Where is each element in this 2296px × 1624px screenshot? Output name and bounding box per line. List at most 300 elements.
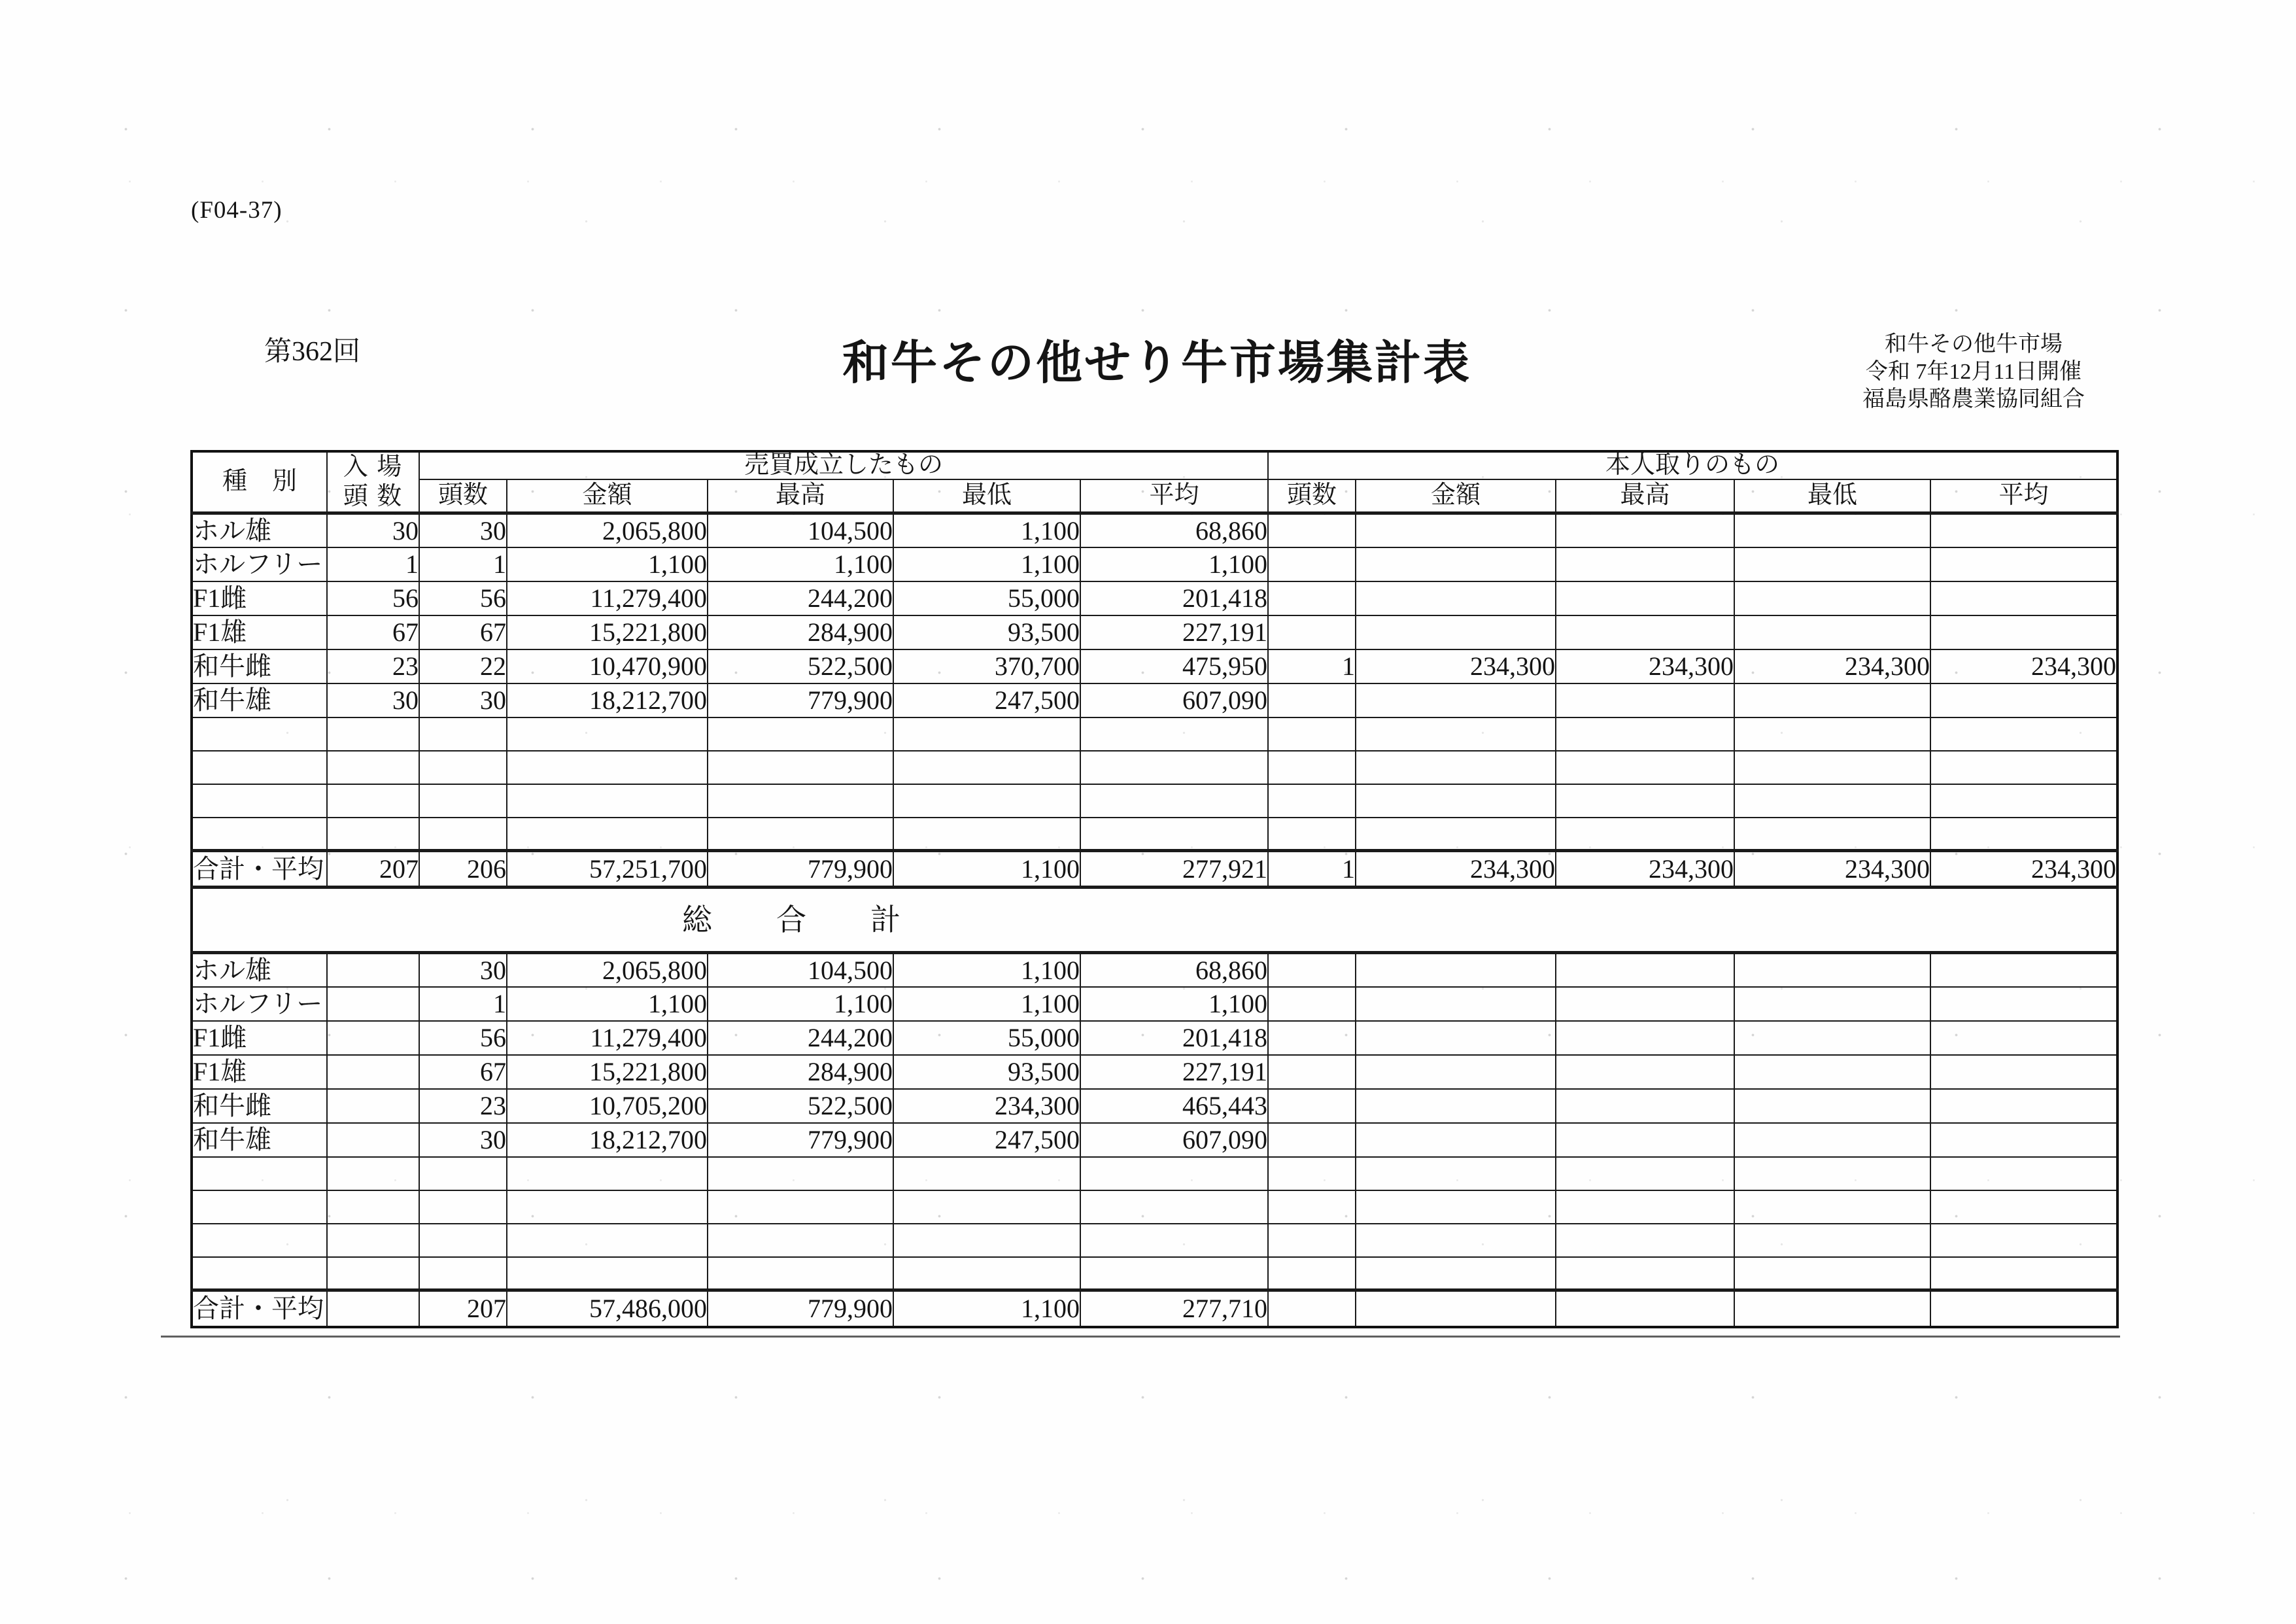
cell-self-max [1556, 1089, 1734, 1123]
cell-self-max [1556, 547, 1734, 581]
cell-self-amount [1356, 1157, 1556, 1190]
cell-self-max [1556, 1123, 1734, 1157]
cell-sold-min: 1,100 [893, 1290, 1080, 1327]
form-code: (F04-37) [191, 197, 283, 224]
cell-sold-min: 55,000 [893, 581, 1080, 615]
group-header-row [192, 451, 2117, 479]
cell-self-avg [1930, 1257, 2117, 1290]
cell-entry-count: 30 [327, 513, 419, 547]
cell-self-avg [1930, 1021, 2117, 1055]
cell-sold-max: 104,500 [708, 953, 893, 987]
cell-sold-min: 1,100 [893, 953, 1080, 987]
cell-self-count [1268, 1257, 1356, 1290]
cell-sold-max: 284,900 [708, 1055, 893, 1089]
cell-breed [192, 1190, 327, 1224]
grand-total-header-row [192, 888, 2117, 953]
cell-self-avg [1930, 784, 2117, 818]
cell-entry-count [327, 1224, 419, 1257]
cell-self-max [1556, 1157, 1734, 1190]
cell-sold-max [708, 751, 893, 784]
cell-self-min: 234,300 [1734, 851, 1930, 888]
section1-data-row [192, 581, 2117, 615]
cell-self-amount [1356, 1055, 1556, 1089]
cell-self-count [1268, 717, 1356, 751]
cell-sold-min: 55,000 [893, 1021, 1080, 1055]
cell-self-amount [1356, 717, 1556, 751]
cell-sold-count: 56 [419, 581, 507, 615]
cell-entry-count [327, 818, 419, 851]
cell-entry-count: 1 [327, 547, 419, 581]
section1-data-row [192, 513, 2117, 547]
col-header-sold-amount: 金額 [507, 479, 708, 513]
cell-breed: 和牛雌 [192, 1089, 327, 1123]
col-header-self-count: 頭数 [1268, 479, 1356, 513]
cell-sold-avg [1080, 818, 1268, 851]
cell-sold-avg: 201,418 [1080, 1021, 1268, 1055]
cell-sold-avg: 227,191 [1080, 1055, 1268, 1089]
cell-sold-avg [1080, 717, 1268, 751]
cell-entry-count: 23 [327, 649, 419, 683]
cell-self-count [1268, 1123, 1356, 1157]
cell-sold-amount [507, 784, 708, 818]
cell-sold-max [708, 1257, 893, 1290]
cell-entry-count [327, 1123, 419, 1157]
cell-self-avg [1930, 1055, 2117, 1089]
cell-self-min [1734, 581, 1930, 615]
cell-sold-count: 22 [419, 649, 507, 683]
cell-self-min [1734, 953, 1930, 987]
cell-sold-avg [1080, 1157, 1268, 1190]
sub-header-row [192, 479, 2117, 513]
cell-self-avg: 234,300 [1930, 649, 2117, 683]
cell-self-min [1734, 1089, 1930, 1123]
cell-breed: 和牛雌 [192, 649, 327, 683]
cell-sold-min: 234,300 [893, 1089, 1080, 1123]
cell-sold-count [419, 1157, 507, 1190]
cell-entry-count [327, 751, 419, 784]
col-header-sold-avg: 平均 [1080, 479, 1268, 513]
cell-self-avg [1930, 1224, 2117, 1257]
cell-entry-count: 56 [327, 581, 419, 615]
empty-row [192, 1224, 2117, 1257]
cell-sold-amount: 18,212,700 [507, 1123, 708, 1157]
market-name: 和牛その他牛市場 [1885, 332, 2063, 356]
empty-row [192, 1257, 2117, 1290]
cell-sold-max: 522,500 [708, 1089, 893, 1123]
cell-self-avg [1930, 513, 2117, 547]
cell-breed: F1雌 [192, 1021, 327, 1055]
cell-sold-max: 779,900 [708, 851, 893, 888]
section1-total-row [192, 851, 2117, 888]
cell-self-count [1268, 1190, 1356, 1224]
cell-sold-count: 23 [419, 1089, 507, 1123]
empty-row [192, 818, 2117, 851]
section2-data-row [192, 1089, 2117, 1123]
cell-self-max [1556, 717, 1734, 751]
cell-self-amount [1356, 1089, 1556, 1123]
cell-sold-amount [507, 1190, 708, 1224]
cell-sold-amount: 15,221,800 [507, 1055, 708, 1089]
cell-sold-count: 67 [419, 1055, 507, 1089]
cell-sold-min [893, 1190, 1080, 1224]
cell-sold-avg [1080, 751, 1268, 784]
cell-self-max [1556, 987, 1734, 1021]
cell-self-max [1556, 1190, 1734, 1224]
cell-sold-amount: 10,470,900 [507, 649, 708, 683]
cell-entry-count [327, 1089, 419, 1123]
cell-breed: 合計・平均 [192, 851, 327, 888]
cell-sold-avg: 607,090 [1080, 683, 1268, 717]
cell-breed [192, 1257, 327, 1290]
cell-sold-count: 206 [419, 851, 507, 888]
cell-self-max [1556, 953, 1734, 987]
grand-total-label: 総 合 計 [682, 903, 917, 937]
cell-self-min [1734, 615, 1930, 649]
cell-self-max [1556, 1055, 1734, 1089]
cell-self-count [1268, 513, 1356, 547]
cell-breed: 和牛雄 [192, 1123, 327, 1157]
cell-self-min [1734, 717, 1930, 751]
section2-data-row [192, 1055, 2117, 1089]
cell-breed: ホル雄 [192, 953, 327, 987]
cell-sold-max: 104,500 [708, 513, 893, 547]
cell-self-count [1268, 1055, 1356, 1089]
cell-entry-count: 67 [327, 615, 419, 649]
cell-self-min [1734, 1224, 1930, 1257]
entry-count-line1: 入 場 [343, 453, 403, 481]
cell-self-amount [1356, 683, 1556, 717]
cell-entry-count [327, 1190, 419, 1224]
cell-self-count [1268, 1224, 1356, 1257]
cell-sold-amount [507, 1224, 708, 1257]
cell-sold-max: 1,100 [708, 987, 893, 1021]
col-header-self-min: 最低 [1734, 479, 1930, 513]
cell-sold-amount: 2,065,800 [507, 513, 708, 547]
cell-sold-amount: 18,212,700 [507, 683, 708, 717]
cell-self-count [1268, 784, 1356, 818]
cell-self-count [1268, 683, 1356, 717]
cell-self-amount [1356, 1190, 1556, 1224]
cell-self-max [1556, 1224, 1734, 1257]
cell-self-amount [1356, 1290, 1556, 1327]
cell-entry-count [327, 784, 419, 818]
cell-sold-amount: 1,100 [507, 987, 708, 1021]
cell-self-amount [1356, 547, 1556, 581]
cell-sold-min [893, 717, 1080, 751]
cell-sold-count: 30 [419, 1123, 507, 1157]
cell-sold-amount: 11,279,400 [507, 581, 708, 615]
cell-sold-count [419, 717, 507, 751]
cell-sold-min [893, 1257, 1080, 1290]
cell-self-avg [1930, 1190, 2117, 1224]
cell-sold-amount [507, 1257, 708, 1290]
cell-self-avg [1930, 1089, 2117, 1123]
empty-row [192, 751, 2117, 784]
cell-breed: ホルフリー [192, 547, 327, 581]
section1-data-row [192, 547, 2117, 581]
cell-breed [192, 818, 327, 851]
cell-sold-count: 1 [419, 987, 507, 1021]
auction-summary-table [190, 450, 2119, 1328]
cell-sold-min [893, 784, 1080, 818]
cell-sold-max [708, 818, 893, 851]
cell-self-count [1268, 987, 1356, 1021]
col-header-self-amount: 金額 [1356, 479, 1556, 513]
cell-self-min [1734, 1290, 1930, 1327]
cell-self-avg [1930, 717, 2117, 751]
cell-sold-count [419, 818, 507, 851]
organization-name: 福島県酪農業協同組合 [1862, 387, 2085, 411]
cell-self-avg [1930, 547, 2117, 581]
cell-sold-max: 284,900 [708, 615, 893, 649]
cell-self-max [1556, 1290, 1734, 1327]
cell-self-min [1734, 751, 1930, 784]
cell-self-avg [1930, 953, 2117, 987]
section2-data-row [192, 987, 2117, 1021]
cell-sold-amount: 11,279,400 [507, 1021, 708, 1055]
cell-self-min [1734, 547, 1930, 581]
cell-breed: ホル雄 [192, 513, 327, 547]
cell-sold-count: 1 [419, 547, 507, 581]
cell-self-avg [1930, 615, 2117, 649]
cell-sold-avg [1080, 1257, 1268, 1290]
cell-sold-min [893, 818, 1080, 851]
cell-self-avg [1930, 1157, 2117, 1190]
group-header-self-purchase: 本人取りのもの [1268, 451, 2117, 479]
cell-self-min [1734, 1021, 1930, 1055]
session-number: 第362回 [264, 337, 361, 367]
cell-sold-avg: 227,191 [1080, 615, 1268, 649]
cell-sold-max [708, 1190, 893, 1224]
cell-self-amount [1356, 784, 1556, 818]
cell-sold-max: 522,500 [708, 649, 893, 683]
cell-self-min [1734, 784, 1930, 818]
cell-self-max [1556, 513, 1734, 547]
cell-self-count: 1 [1268, 649, 1356, 683]
cell-sold-amount: 15,221,800 [507, 615, 708, 649]
cell-self-avg [1930, 683, 2117, 717]
cell-sold-avg: 277,921 [1080, 851, 1268, 888]
cell-self-count [1268, 953, 1356, 987]
cell-entry-count [327, 1257, 419, 1290]
cell-self-avg [1930, 818, 2117, 851]
cell-breed: F1雌 [192, 581, 327, 615]
cell-self-amount [1356, 1123, 1556, 1157]
cell-sold-count [419, 1257, 507, 1290]
section2-data-row [192, 1021, 2117, 1055]
cell-sold-max [708, 1157, 893, 1190]
cell-sold-count: 67 [419, 615, 507, 649]
table-bottom-scan-shadow [161, 1336, 2120, 1338]
cell-sold-amount [507, 1157, 708, 1190]
cell-self-max [1556, 818, 1734, 851]
cell-sold-max [708, 717, 893, 751]
cell-entry-count [327, 1021, 419, 1055]
cell-breed [192, 1157, 327, 1190]
cell-self-max: 234,300 [1556, 649, 1734, 683]
event-date: 令和 7年12月11日開催 [1865, 360, 2082, 384]
cell-self-count [1268, 581, 1356, 615]
cell-sold-count [419, 751, 507, 784]
cell-sold-min [893, 1157, 1080, 1190]
cell-sold-avg [1080, 1190, 1268, 1224]
cell-self-min [1734, 1123, 1930, 1157]
cell-sold-max: 779,900 [708, 683, 893, 717]
cell-entry-count: 207 [327, 851, 419, 888]
cell-entry-count [327, 1290, 419, 1327]
cell-sold-count: 56 [419, 1021, 507, 1055]
cell-self-count [1268, 547, 1356, 581]
cell-breed: F1雄 [192, 615, 327, 649]
cell-self-max [1556, 1021, 1734, 1055]
market-info-block [1810, 331, 2137, 413]
cell-sold-min [893, 1224, 1080, 1257]
cell-self-min [1734, 818, 1930, 851]
grand-total-header-cell [192, 888, 2117, 953]
cell-sold-avg: 465,443 [1080, 1089, 1268, 1123]
cell-self-min [1734, 1157, 1930, 1190]
section2-total-row [192, 1290, 2117, 1327]
cell-self-amount [1356, 987, 1556, 1021]
cell-sold-avg: 1,100 [1080, 987, 1268, 1021]
cell-self-amount [1356, 1224, 1556, 1257]
cell-entry-count [327, 1055, 419, 1089]
cell-self-count [1268, 751, 1356, 784]
cell-self-count [1268, 818, 1356, 851]
cell-self-avg [1930, 581, 2117, 615]
cell-sold-max [708, 1224, 893, 1257]
cell-entry-count [327, 953, 419, 987]
empty-row [192, 717, 2117, 751]
entry-count-line2: 頭 数 [343, 483, 403, 511]
cell-self-avg [1930, 1290, 2117, 1327]
col-header-sold-count: 頭数 [419, 479, 507, 513]
cell-sold-max: 1,100 [708, 547, 893, 581]
cell-sold-count [419, 1224, 507, 1257]
cell-self-count [1268, 1157, 1356, 1190]
cell-sold-amount: 10,705,200 [507, 1089, 708, 1123]
cell-sold-min: 93,500 [893, 615, 1080, 649]
cell-entry-count [327, 987, 419, 1021]
cell-sold-count [419, 1190, 507, 1224]
cell-sold-amount [507, 818, 708, 851]
cell-self-min [1734, 1055, 1930, 1089]
cell-sold-avg: 1,100 [1080, 547, 1268, 581]
cell-self-max [1556, 581, 1734, 615]
cell-sold-count [419, 784, 507, 818]
cell-breed: ホルフリー [192, 987, 327, 1021]
cell-self-amount [1356, 513, 1556, 547]
cell-self-amount: 234,300 [1356, 851, 1556, 888]
cell-self-min [1734, 1257, 1930, 1290]
cell-self-max: 234,300 [1556, 851, 1734, 888]
cell-sold-amount: 2,065,800 [507, 953, 708, 987]
cell-self-max [1556, 784, 1734, 818]
cell-self-count [1268, 1290, 1356, 1327]
cell-sold-count: 30 [419, 953, 507, 987]
cell-sold-min: 1,100 [893, 987, 1080, 1021]
page-title: 和牛その他せり牛市場集計表 [842, 338, 1472, 389]
empty-row [192, 1190, 2117, 1224]
cell-self-max [1556, 683, 1734, 717]
cell-self-avg [1930, 751, 2117, 784]
col-header-self-max: 最高 [1556, 479, 1734, 513]
cell-sold-min: 370,700 [893, 649, 1080, 683]
cell-breed: 和牛雄 [192, 683, 327, 717]
cell-breed [192, 717, 327, 751]
section2-data-row [192, 1123, 2117, 1157]
cell-self-count [1268, 1021, 1356, 1055]
cell-self-amount: 234,300 [1356, 649, 1556, 683]
cell-breed: F1雄 [192, 1055, 327, 1089]
cell-entry-count [327, 717, 419, 751]
cell-sold-amount: 1,100 [507, 547, 708, 581]
cell-self-max [1556, 615, 1734, 649]
col-header-self-avg: 平均 [1930, 479, 2117, 513]
cell-self-count [1268, 1089, 1356, 1123]
cell-self-min [1734, 513, 1930, 547]
cell-self-amount [1356, 615, 1556, 649]
cell-sold-avg: 475,950 [1080, 649, 1268, 683]
cell-self-amount [1356, 751, 1556, 784]
cell-self-count: 1 [1268, 851, 1356, 888]
cell-sold-count: 30 [419, 513, 507, 547]
cell-sold-count: 207 [419, 1290, 507, 1327]
cell-self-max [1556, 1257, 1734, 1290]
cell-sold-min: 1,100 [893, 547, 1080, 581]
cell-sold-avg: 68,860 [1080, 513, 1268, 547]
section1-data-row [192, 615, 2117, 649]
section2-data-row [192, 953, 2117, 987]
cell-entry-count [327, 1157, 419, 1190]
section1-data-row [192, 649, 2117, 683]
cell-self-amount [1356, 953, 1556, 987]
cell-sold-avg: 201,418 [1080, 581, 1268, 615]
cell-sold-avg [1080, 784, 1268, 818]
cell-sold-amount [507, 751, 708, 784]
cell-entry-count: 30 [327, 683, 419, 717]
cell-sold-amount: 57,486,000 [507, 1290, 708, 1327]
cell-sold-max: 779,900 [708, 1123, 893, 1157]
cell-sold-min: 1,100 [893, 851, 1080, 888]
cell-self-min [1734, 987, 1930, 1021]
col-header-sold-max: 最高 [708, 479, 893, 513]
cell-sold-min: 93,500 [893, 1055, 1080, 1089]
cell-self-avg [1930, 987, 2117, 1021]
cell-self-min [1734, 683, 1930, 717]
cell-sold-amount [507, 717, 708, 751]
cell-breed [192, 784, 327, 818]
cell-sold-max: 244,200 [708, 1021, 893, 1055]
cell-sold-avg: 277,710 [1080, 1290, 1268, 1327]
cell-sold-max: 244,200 [708, 581, 893, 615]
cell-self-min [1734, 1190, 1930, 1224]
cell-self-amount [1356, 1257, 1556, 1290]
cell-sold-max: 779,900 [708, 1290, 893, 1327]
cell-self-amount [1356, 1021, 1556, 1055]
cell-sold-min: 247,500 [893, 1123, 1080, 1157]
cell-sold-max [708, 784, 893, 818]
col-header-sold-min: 最低 [893, 479, 1080, 513]
cell-sold-avg: 68,860 [1080, 953, 1268, 987]
cell-breed [192, 1224, 327, 1257]
cell-breed [192, 751, 327, 784]
cell-sold-amount: 57,251,700 [507, 851, 708, 888]
group-header-sold: 売買成立したもの [419, 451, 1268, 479]
cell-self-count [1268, 615, 1356, 649]
empty-row [192, 1157, 2117, 1190]
cell-self-avg [1930, 1123, 2117, 1157]
